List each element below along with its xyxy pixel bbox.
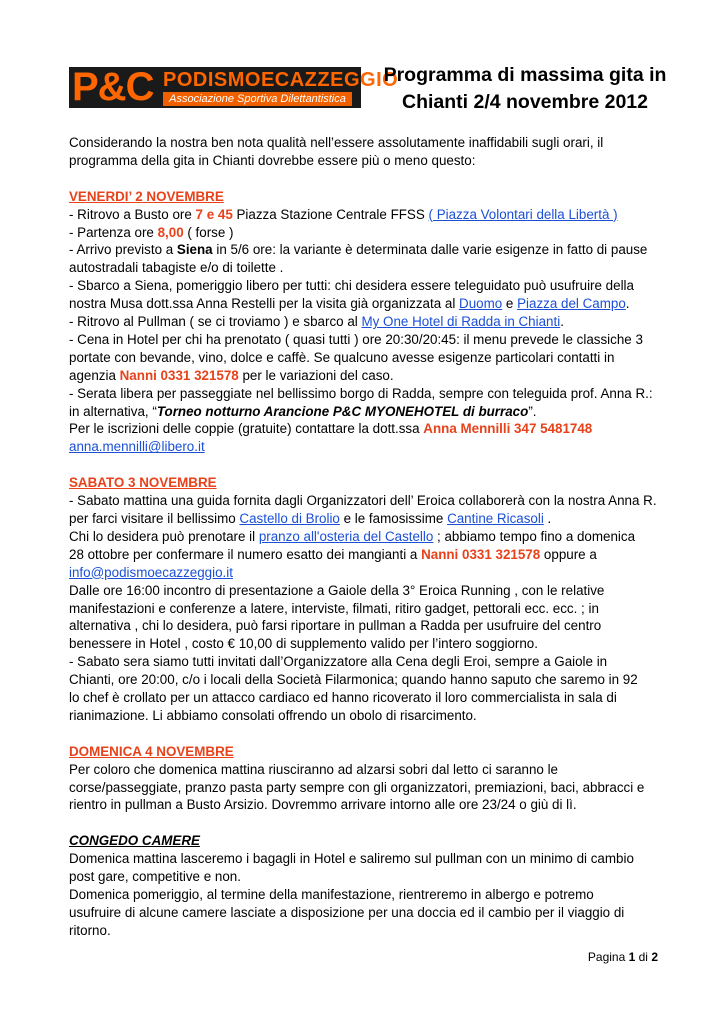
- link-duomo[interactable]: Duomo: [459, 296, 503, 312]
- congedo-heading: CONGEDO CAMERE: [69, 833, 200, 849]
- intro-line: programma della gita in Chianti dovrebbe essere più o meno questo:: [69, 152, 476, 168]
- text-line: usufruire di alcune camere lasciate a disposizione per una doccia ed il cambio per il viaggio di: [69, 904, 625, 920]
- link-piazza-del-campo[interactable]: Piazza del Campo: [517, 296, 626, 312]
- link-email-info[interactable]: info@podismoecazzeggio.it: [69, 564, 233, 580]
- text-line: autostradali tabagiste e/o di toilette .: [69, 260, 284, 276]
- sunday-heading: DOMENICA 4 NOVEMBRE: [69, 743, 234, 759]
- text-line: - Arrivo previsto a Siena in 5/6 ore: la variante è determinata dalle varie esigenze in fatto di pause: [69, 242, 648, 258]
- logo: [69, 65, 399, 109]
- link-email-mennilli[interactable]: anna.mennilli@libero.it: [69, 439, 205, 455]
- text-line: - Sabato sera siamo tutti invitati dall’Organizzatore alla Cena degli Eroi, sempre a Gaiole in: [69, 654, 608, 670]
- text-line: lo chef è crollato per un attacco cardiaco ed hanno ricoverato il loro commercialista in sala di: [69, 690, 617, 706]
- text-line: Per le iscrizioni delle coppie (gratuite) contattare la dott.ssa Anna Mennilli 347 5481748: [69, 421, 593, 437]
- link-castello-brolio[interactable]: Castello di Brolio: [239, 511, 340, 526]
- text-line: nostra Musa dott.ssa Anna Restelli per la visita già organizzata al Duomo e Piazza del Campo.: [69, 296, 630, 312]
- link-cantine-ricasoli[interactable]: Cantine Ricasoli: [447, 511, 544, 526]
- text-line: Chi lo desidera può prenotare il pranzo all'osteria del Castello ; abbiamo tempo fino a domenica: [69, 528, 636, 544]
- text-line: Chianti, ore 20:00, c/o i locali della Società Filarmonica; quando hanno saputo che saremo in 92: [69, 672, 638, 688]
- logo-initials: P&C: [72, 65, 154, 109]
- text-line: - Ritrovo a Busto ore 7 e 45 Piazza Stazione Centrale FFSS ( Piazza Volontari della Libertà ): [69, 206, 618, 222]
- document-body: [69, 134, 669, 940]
- text-line: 28 ottobre per confermare il numero esatto dei mangianti a Nanni 0331 321578 oppure a: [69, 546, 597, 562]
- text-line: post gare, competitive e non.: [69, 869, 241, 885]
- text-line: - Cena in Hotel per chi ha prenotato ( quasi tutti ) ore 20:30/20:45: il menu prevede le classiche 3: [69, 331, 643, 347]
- text-line: portate con bevande, vino, dolce e caffè. Se qualcuno avesse esigenze particolari contatti in: [69, 349, 615, 365]
- text-line: alternativa , chi lo desidera, può farsi riportare in pullman a Radda per usufruire del centro: [69, 618, 602, 634]
- text-line: - Sabato mattina una guida fornita dagli Organizzatori dell’ Eroica collaborerà con la nostra Anna R.: [69, 493, 657, 509]
- text-line: Per coloro che domenica mattina riusciranno ad alzarsi sobri dal letto ci saranno le: [69, 761, 559, 777]
- text-line: Dalle ore 16:00 incontro di presentazione a Gaiole della 3° Eroica Running , con le relative: [69, 582, 605, 598]
- link-hotel-radda[interactable]: My One Hotel di Radda in Chianti: [361, 314, 561, 330]
- text-line: corse/passeggiate, pranzo pasta party sempre con gli organizzatori, premiazioni, baci, abbracci e: [69, 779, 645, 795]
- text-line: - Partenza ore 8,00 ( forse ): [69, 224, 234, 240]
- logo-tagline: Associazione Sportiva Dilettantistica: [163, 92, 352, 106]
- text-line: - Serata libera per passeggiate nel bellissimo borgo di Radda, sempre con teleguida prof. Anna R.:: [69, 385, 653, 401]
- text-line: Domenica mattina lasceremo i bagagli in Hotel e saliremo sul pullman con un minimo di cambio: [69, 851, 634, 867]
- text-line: Domenica pomeriggio, al termine della manifestazione, rientreremo in albergo e potremo: [69, 887, 594, 902]
- saturday-heading: SABATO 3 NOVEMBRE: [69, 475, 217, 491]
- text-line: - Sbarco a Siena, pomeriggio libero per tutti: chi desidera essere teleguidato può usufruire della: [69, 278, 634, 294]
- title-line-1: Programma di massima gita in: [383, 64, 667, 86]
- text-line: in alternativa, “Torneo notturno Arancione P&C MYONEHOTEL di burraco”.: [69, 403, 537, 419]
- text-line: agenzia Nanni 0331 321578 per le variazioni del caso.: [69, 367, 394, 383]
- link-pranzo-osteria[interactable]: pranzo all'osteria del Castello: [258, 528, 434, 544]
- page-title: [375, 62, 675, 116]
- logo-name: PODISMOECAZZEGGIO: [163, 69, 399, 91]
- text-line: - Ritrovo al Pullman ( se ci troviamo ) e sbarco al My One Hotel di Radda in Chianti.: [69, 314, 564, 330]
- text-line: rianimazione. Li abbiamo consolati offrendo un obolo di risarcimento.: [69, 707, 477, 723]
- text-line: rientro in pullman a Busto Arsizio. Dovremmo arrivare intorno alle ore 23/24 o giù di lì.: [69, 797, 577, 813]
- text-line: manifestazioni e conferenze a latere, interviste, filmati, ritiro gadget, pettorali ecc. ecc. ; in: [69, 600, 599, 616]
- friday-heading: VENERDI’ 2 NOVEMBRE: [69, 188, 224, 204]
- page-number: Pagina 1 di 2: [587, 950, 658, 964]
- title-line-2: Chianti 2/4 novembre 2012: [401, 91, 649, 113]
- text-line: per farci visitare il bellissimo Castello di Brolio e le famosissime Cantine Ricasoli .: [69, 511, 552, 526]
- intro-line: Considerando la nostra ben nota qualità nell’essere assolutamente inaffidabili sugli orari, il: [69, 135, 604, 150]
- text-line: benessere in Hotel , costo € 10,00 di supplemento valido per l’intero soggiorno.: [69, 636, 538, 652]
- text-line: ritorno.: [69, 922, 111, 938]
- link-piazza-volontari[interactable]: ( Piazza Volontari della Libertà ): [428, 206, 618, 222]
